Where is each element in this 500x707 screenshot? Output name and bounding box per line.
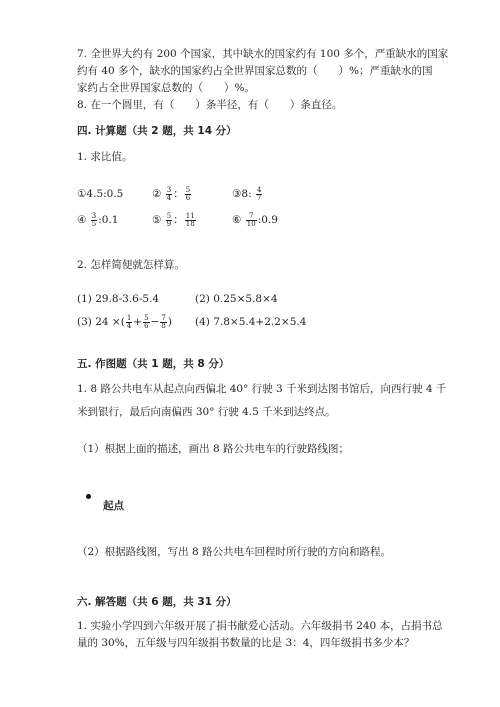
section5-subq-2: （2）根据路线图，写出 8 路公共电车回程时所行驶的方向和路程。 [77,546,392,558]
q7-line-1: 7. 全世界大约有 200 个国家，其中缺水的国家约有 100 多个，严重缺水的国家 [77,48,449,60]
fraction: $\frac{3}{5}$ [91,211,97,228]
section6-line-1: 1. 实验小学四到六年级开展了捐书献爱心活动。六年级捐书 240 本，占捐书总 [77,620,443,632]
ratio-item-6: ⑥ $\frac{7}{10}$ :0.9 [232,211,278,228]
section-4-title: 四. 计算题（共 2 题，共 14 分） [77,125,237,137]
start-point-dot [86,494,91,499]
fraction: $\frac{7}{8}$ [161,313,166,330]
calc-item-2: (2) 0.25×5.8×4 [195,293,278,305]
ratio-item-4: ④ $\frac{3}{5}$ :0.1 [77,211,119,228]
ratio-item-5: ⑤ $\frac{5}{9}$ ： $\frac{11}{18}$ [152,211,195,228]
section-5-title: 五. 作图题（共 1 题，共 8 分） [77,358,230,370]
q7-line-2: 约有 40 多个，缺水的国家约占全世界国家总数的（ ）%；严重缺水的国 [77,65,433,77]
fraction: $\frac{11}{18}$ [185,211,195,228]
section5-line-1: 1. 8 路公共电车从起点向西偏北 40° 行驶 3 千米到达图书馆后，向西行驶 4 千 [77,383,447,395]
calc-item-1: (1) 29.8-3.6-5.4 [77,293,160,305]
section-6-title: 六. 解答题（共 6 题，共 31 分） [77,596,237,608]
section6-line-2: 量的 30%，五年级与四年级捐书数量的比是 3：4，四年级捐书多少本？ [77,637,415,649]
calc-prompt-2: 2. 怎样简便就怎样算。 [77,259,185,271]
section5-subq-1: （1）根据上面的描述，画出 8 路公共电车的行驶路线图； [77,443,350,455]
fraction: $\frac{4}{7}$ [256,185,262,202]
fraction: $\frac{7}{10}$ [246,211,256,228]
ratio-item-2: ② $\frac{3}{4}$ ： $\frac{5}{6}$ [152,185,191,202]
fraction: $\frac{5}{6}$ [185,185,191,202]
start-point-label: 起点 [103,500,124,512]
calc-item-4: (4) 7.8×5.4+2.2×5.4 [195,316,307,328]
fraction: $\frac{5}{9}$ [166,211,172,228]
question-8: 8. 在一个圆里，有（ ）条半径，有（ ）条直径。 [77,99,343,111]
calc-prompt-1: 1. 求比值。 [77,151,133,163]
fraction: $\frac{3}{4}$ [166,185,172,202]
ratio-item-3: ③8: $\frac{4}{7}$ [232,185,262,202]
fraction: $\frac{1}{4}$ [126,313,132,330]
ratio-item-1: ①4.5:0.5 [77,188,124,200]
q7-line-3: 家约占全世界国家总数的（ ）%。 [77,82,255,94]
fraction: $\frac{5}{6}$ [144,313,149,330]
calc-item-3: (3) 24 ×( $\frac{1}{4}$ + $\frac{5}{6}$ − $\frac{7}{8}$ ) [77,313,172,330]
section5-line-2: 米到银行，最后向南偏西 30° 行驶 4.5 千米到达终点。 [77,406,336,418]
